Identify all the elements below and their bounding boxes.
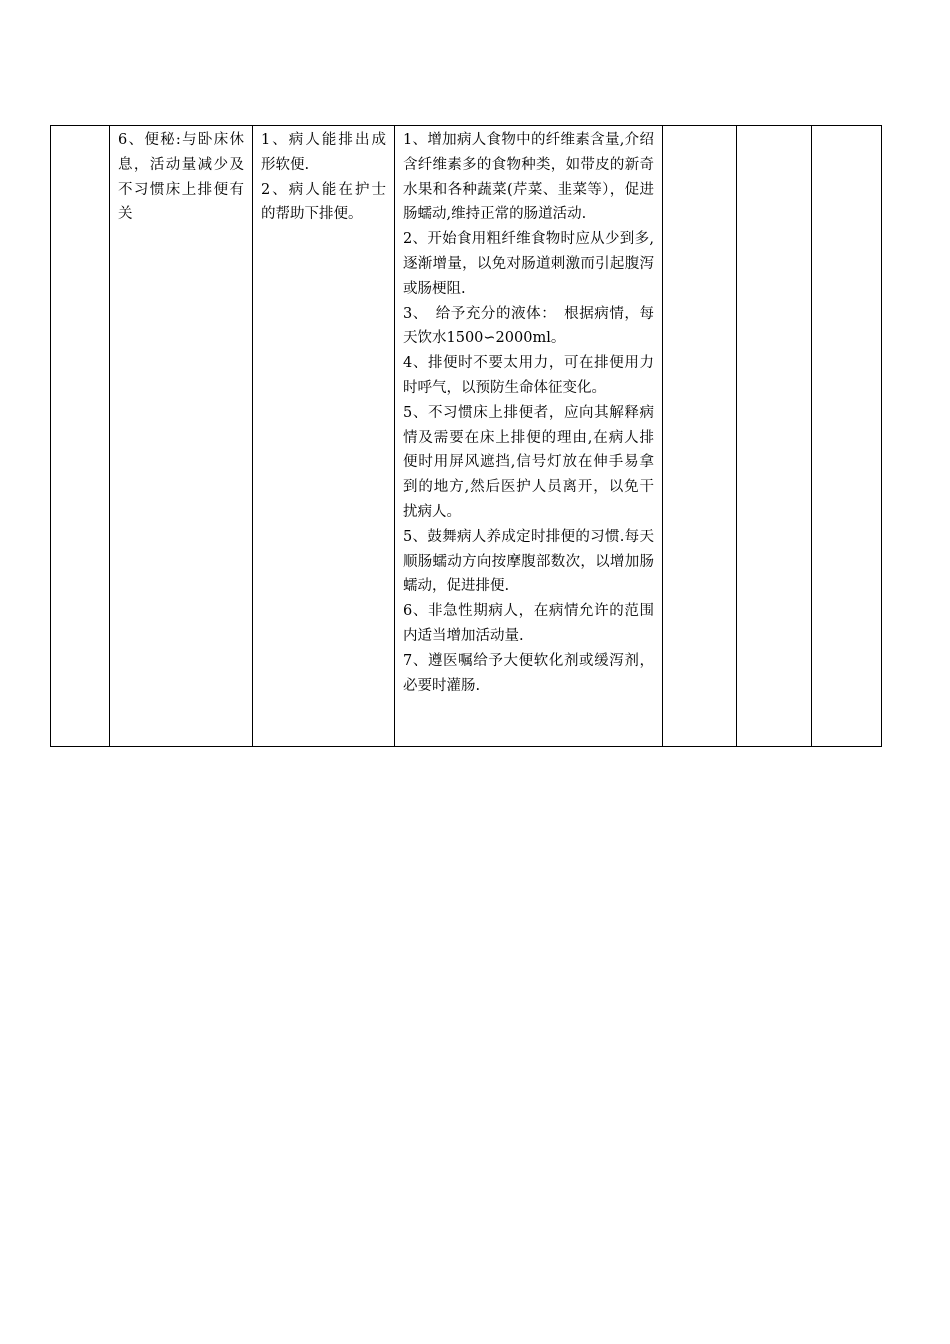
cell-blank-2 bbox=[737, 126, 812, 747]
intervention-item: 1、增加病人食物中的纤维素含量,介绍含纤维素多的食物种类，如带皮的新奇水果和各种蔬菜(芹菜、韭菜等），促进肠蠕动,维持正常的肠道活动. bbox=[403, 132, 654, 223]
intervention-item: 5、鼓舞病人养成定时排便的习惯.每天顺肠蠕动方向按摩腹部数次，以增加肠蠕动，促进排便. bbox=[403, 528, 654, 595]
intervention-item: 5、不习惯床上排便者，应向其解释病情及需要在床上排便的理由,在病人排便时用屏风遮挡,信号灯放在伸手易拿到的地方,然后医护人员离开，以免干扰病人。 bbox=[403, 404, 654, 520]
intervention-item: 3、 给予充分的液体： 根据病情，每天饮水1500∽2000ml。 bbox=[403, 305, 654, 347]
intervention-item: 7、遵医嘱给予大便软化剂或缓泻剂，必要时灌肠. bbox=[403, 652, 654, 694]
goal-item: 2、病人能在护士的帮助下排便。 bbox=[261, 181, 386, 223]
cell-blank-1 bbox=[663, 126, 737, 747]
cell-diagnosis bbox=[110, 126, 253, 747]
cell-blank-3 bbox=[812, 126, 882, 747]
table-row bbox=[51, 126, 882, 747]
intervention-item: 6、非急性期病人，在病情允许的范围内适当增加活动量. bbox=[403, 603, 654, 644]
diagnosis-text: 6、便秘:与卧床休息，活动量减少及不习惯床上排便有关 bbox=[118, 132, 244, 223]
cell-interventions bbox=[395, 126, 663, 747]
nursing-care-table bbox=[50, 125, 882, 747]
intervention-item: 2、开始食用粗纤维食物时应从少到多,逐渐增量，以免对肠道刺激而引起腹泻或肠梗阻. bbox=[403, 231, 654, 297]
cell-goals bbox=[253, 126, 395, 747]
goal-item: 1、病人能排出成形软便. bbox=[261, 132, 386, 173]
intervention-item: 4、排便时不要太用力，可在排便用力时呼气，以预防生命体征变化。 bbox=[403, 355, 654, 396]
cell-index bbox=[51, 126, 110, 747]
